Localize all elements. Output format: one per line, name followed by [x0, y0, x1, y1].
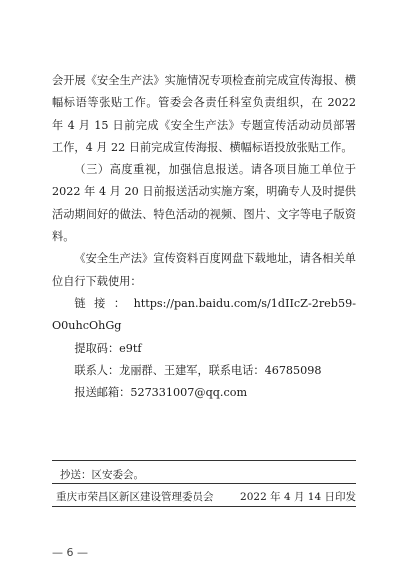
paragraph-continuation: 会开展《安全生产法》实施情况专项检查前完成宣传海报、横幅标语等张贴工作。管委会各责任科室负责组织，在 2022 年 4 月 15 日前完成《安全生产法》专题宣传活动动员部署工作，4 月 22 日前完成宣传海报、横幅标语投放张贴工作。	[52, 74, 356, 154]
submission-email[interactable]: 报送邮箱：527331007@qq.com	[74, 386, 248, 400]
paragraph-download-intro: 《安全生产法》宣传资料百度网盘下载地址，请各相关单位自行下载使用：	[52, 252, 356, 288]
footer-rule-middle	[52, 483, 356, 484]
contact-person: 联系人：龙丽群、王建军，联系电话：46785098	[74, 363, 322, 377]
page-number: — 6 —	[52, 546, 88, 559]
footer-rule-top	[52, 460, 356, 461]
paragraph-info-reporting: （三）高度重视，加强信息报送。请各项目施工单位于 2022 年 4 月 20 日前报送活动实施方案，明确专人及时提供活动期间好的做法、特色活动的视频、图片、文字等电子版资料。	[52, 163, 356, 244]
body-text	[52, 70, 356, 404]
download-link[interactable]: 链接：https://pan.baidu.com/s/1dIIcZ-2reb59-O0uhcOhGg	[52, 296, 356, 333]
extraction-code: 提取码：e9tf	[74, 341, 142, 355]
cc-line: 抄送：区安委会。	[60, 469, 144, 481]
footer-rule-bottom	[52, 506, 356, 507]
issuer-name: 重庆市荣昌区新区建设管理委员会	[56, 491, 214, 503]
issue-date: 2022 年 4 月 14 日印发	[240, 491, 356, 503]
issuer-line	[56, 489, 356, 504]
